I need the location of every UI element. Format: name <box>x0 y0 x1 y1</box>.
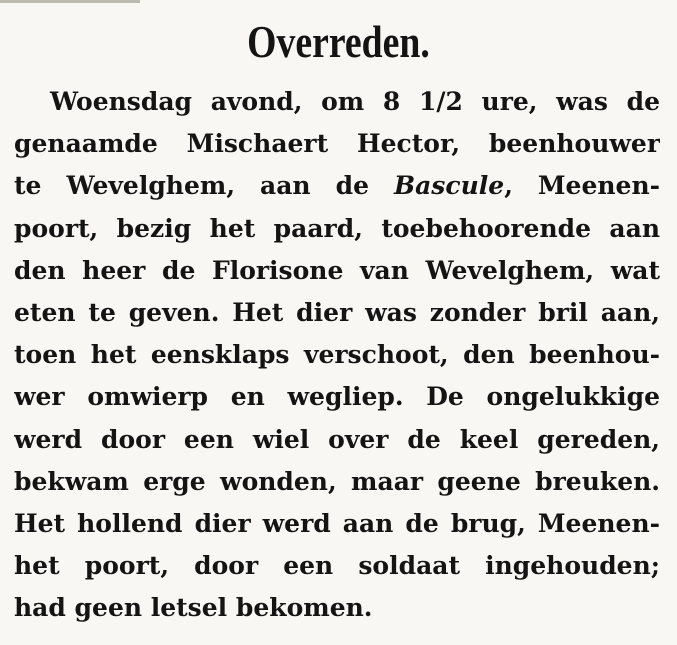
article-line: Het hollend dier werd aan de brug, Meenen- <box>14 508 660 538</box>
article-line: had geen letsel bekomen. <box>14 593 373 623</box>
article-body <box>14 81 660 629</box>
article-line: poort, bezig het paard, toebehoorende aan <box>14 213 660 243</box>
article-line: genaamde Mischaert Hector, beenhouwer <box>14 129 660 159</box>
article-line: wer omwierp en wegliep. De ongelukkige <box>14 382 660 412</box>
article-line: den heer de Florisone van Wevelghem, wat <box>14 255 660 285</box>
article-line: bekwam erge wonden, maar geene breuken. <box>14 466 660 496</box>
article-line-part: , Meenen- <box>504 171 660 201</box>
article-line-part: poort, door een soldaat ingehouden; <box>84 551 660 581</box>
article-line-part: het <box>14 551 60 581</box>
top-rule <box>0 0 140 3</box>
article-line: werd door een wiel over de keel gereden, <box>14 424 660 454</box>
article-line-part: te Wevelghem, aan de <box>14 171 394 201</box>
article-line: Woensdag avond, om 8 1/2 ure, was de <box>50 87 660 116</box>
article-line <box>14 165 660 207</box>
article-line <box>14 545 660 587</box>
italic-term: Bascule <box>393 171 505 201</box>
article-line: toen het eensklaps verschoot, den beenhou- <box>14 340 660 370</box>
article-headline: Overreden. <box>247 16 430 67</box>
article-line: eten te geven. Het dier was zonder bril aan, <box>14 297 660 327</box>
